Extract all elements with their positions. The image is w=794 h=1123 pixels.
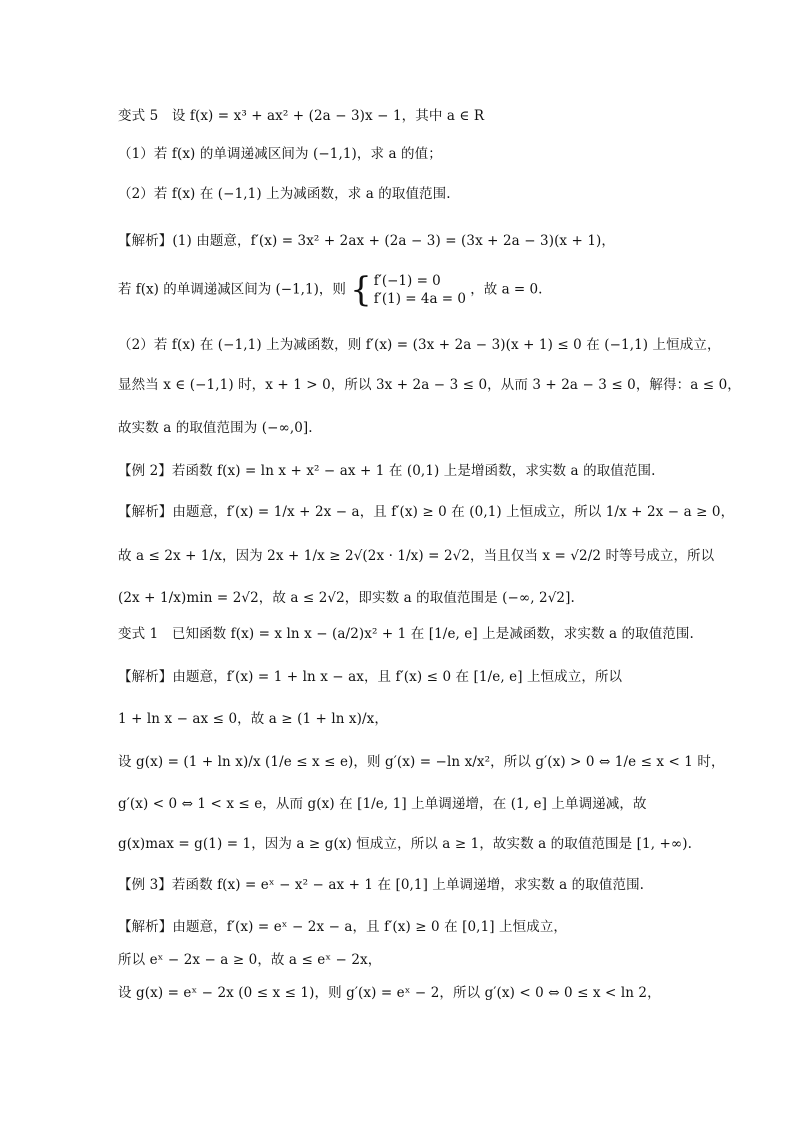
variant-1-solution-1: 【解析】由题意，f′(x) = 1 + ln x − ax，且 f′(x) ≤ 0 在 [1/e, e] 上恒成立，所以 (118, 669, 623, 685)
variant-1-heading: 变式 1 已知函数 f(x) = x ln x − (a/2)x² + 1 在 [1/e, e] 上是减函数，求实数 a 的取值范围. (118, 626, 694, 642)
system-equation-1: f′(−1) = 0 (373, 273, 441, 289)
example-2-solution-2: 故 a ≤ 2x + 1/x，因为 2x + 1/x ≥ 2√(2x · 1/x) = 2√2，当且仅当 x = √2/2 时等号成立，所以 (118, 548, 715, 564)
variant-1-solution-2: 1 + ln x − ax ≤ 0，故 a ≥ (1 + ln x)/x， (118, 711, 388, 727)
example-3-heading: 【例 3】若函数 f(x) = eˣ − x² − ax + 1 在 [0,1] 上单调递增，求实数 a 的取值范围. (118, 877, 645, 893)
equation-system (350, 272, 466, 308)
example-3-solution-1: 【解析】由题意，f′(x) = eˣ − 2x − a，且 f′(x) ≥ 0 在 [0,1] 上恒成立， (118, 919, 568, 935)
question-1: （1）若 f(x) 的单调递减区间为 (−1,1)，求 a 的值； (118, 146, 442, 162)
solution-part-2-derivation: 显然当 x ∈ (−1,1) 时，x + 1 > 0，所以 3x + 2a − 3 ≤ 0，从而 3 + 2a − 3 ≤ 0，解得：a ≤ 0， (118, 377, 741, 393)
example-2-solution-1: 【解析】由题意，f′(x) = 1/x + 2x − a，且 f′(x) ≥ 0 在 (0,1) 上恒成立，所以 1/x + 2x − a ≥ 0， (118, 504, 735, 520)
solution-part-2-result: 故实数 a 的取值范围为 (−∞,0]. (118, 420, 313, 436)
system-conclusion: ，故 a = 0. (470, 281, 543, 298)
system-intro: 若 f(x) 的单调递减区间为 (−1,1)，则 (118, 281, 346, 298)
variant-5-heading: 变式 5 设 f(x) = x³ + ax² + (2a − 3)x − 1，其中 a ∈ R (118, 108, 485, 124)
left-brace: { (350, 270, 372, 310)
example-3-solution-3: 设 g(x) = eˣ − 2x (0 ≤ x ≤ 1)，则 g′(x) = eˣ − 2，所以 g′(x) < 0 ⇔ 0 ≤ x < ln 2， (118, 985, 661, 1001)
solution-system-line (118, 272, 678, 308)
solution-line-1: 【解析】(1) 由题意，f′(x) = 3x² + 2ax + (2a − 3) = (3x + 2a − 3)(x + 1)， (118, 233, 616, 249)
variant-1-solution-4: g′(x) < 0 ⇔ 1 < x ≤ e，从而 g(x) 在 [1/e, 1] 上单调递增，在 (1, e] 上单调递减，故 (118, 796, 647, 812)
example-2-heading: 【例 2】若函数 f(x) = ln x + x² − ax + 1 在 (0,1) 上是增函数，求实数 a 的取值范围. (118, 463, 656, 479)
solution-part-2: （2）若 f(x) 在 (−1,1) 上为减函数，则 f′(x) = (3x + 2a − 3)(x + 1) ≤ 0 在 (−1,1) 上恒成立， (118, 337, 721, 353)
example-3-solution-2: 所以 eˣ − 2x − a ≥ 0，故 a ≤ eˣ − 2x， (118, 952, 382, 968)
system-equation-2: f′(1) = 4a = 0 (373, 291, 466, 307)
variant-1-solution-5: g(x)max = g(1) = 1，因为 a ≥ g(x) 恒成立，所以 a ≥ 1，故实数 a 的取值范围是 [1, +∞). (118, 836, 693, 852)
variant-1-solution-3: 设 g(x) = (1 + ln x)/x (1/e ≤ x ≤ e)，则 g′(x) = −ln x/x²，所以 g′(x) > 0 ⇔ 1/e ≤ x < 1 时， (118, 754, 725, 770)
question-2: （2）若 f(x) 在 (−1,1) 上为减函数，求 a 的取值范围. (118, 186, 451, 202)
example-2-solution-3: (2x + 1/x)min = 2√2，故 a ≤ 2√2，即实数 a 的取值范围是 (−∞, 2√2]. (118, 590, 575, 606)
